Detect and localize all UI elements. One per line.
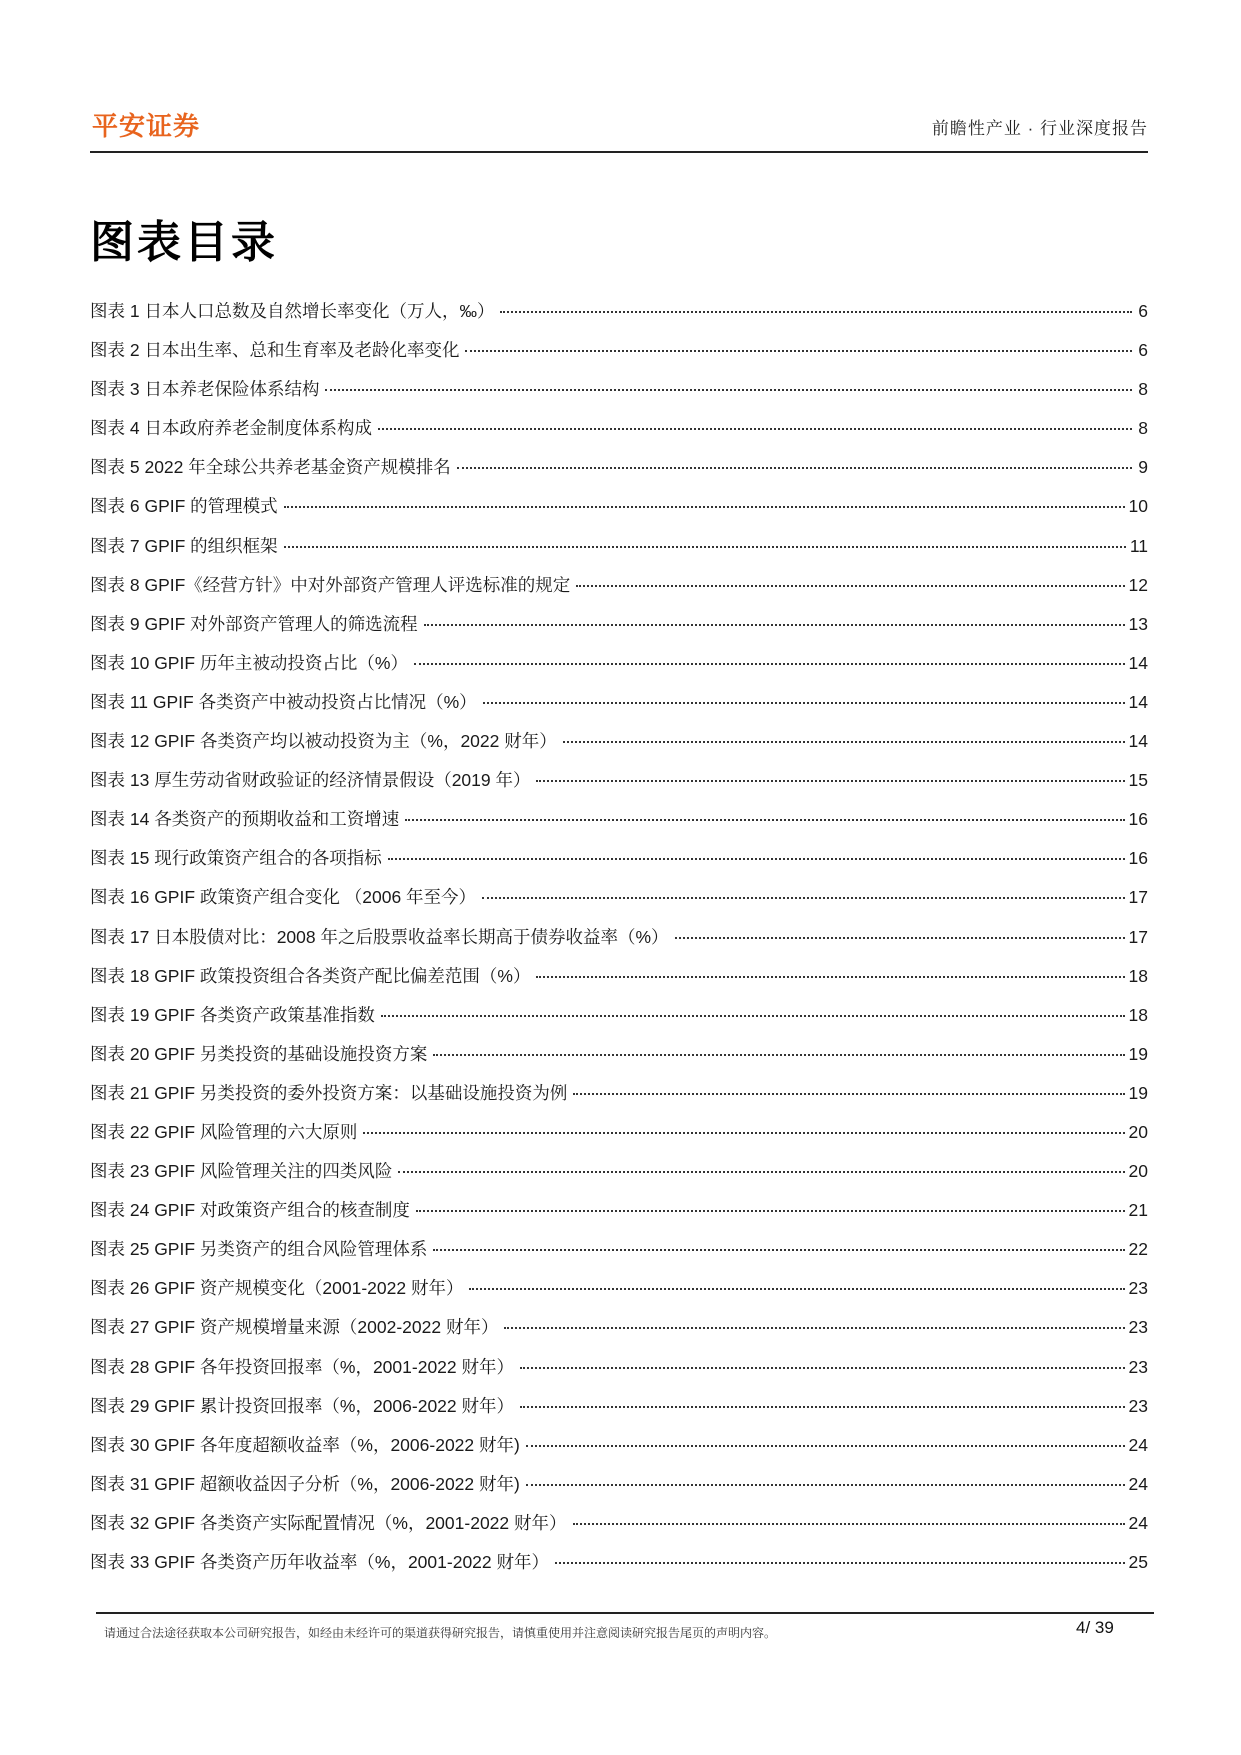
toc-entry[interactable] (90, 1236, 1148, 1275)
toc-entry-label[interactable]: 图表 26 GPIF 资产规模变化（2001-2022 财年） (90, 1278, 464, 1299)
toc-entry-page-number[interactable]: 23 (1128, 1356, 1148, 1377)
toc-entry-page-number[interactable]: 15 (1128, 770, 1148, 791)
toc-entry-label[interactable]: 图表 19 GPIF 各类资产政策基准指数 (90, 1004, 375, 1025)
toc-entry-page-number[interactable]: 20 (1128, 1161, 1148, 1182)
toc-entry-page-number[interactable]: 21 (1128, 1200, 1148, 1221)
toc-entry-label[interactable]: 图表 6 GPIF 的管理模式 (90, 496, 278, 517)
toc-entry-page-number[interactable]: 23 (1128, 1317, 1148, 1338)
toc-entry[interactable] (90, 767, 1148, 806)
dot-leader (536, 976, 1124, 978)
toc-entry-page-number[interactable]: 24 (1128, 1512, 1148, 1533)
toc-entry-page-number[interactable]: 19 (1128, 1043, 1148, 1064)
toc-entry-page-number[interactable]: 22 (1128, 1239, 1148, 1260)
toc-entry-label[interactable]: 图表 31 GPIF 超额收益因子分析（%，2006-2022 财年) (90, 1473, 520, 1494)
toc-entry-page-number[interactable]: 18 (1128, 1004, 1148, 1025)
toc-entry-label[interactable]: 图表 22 GPIF 风险管理的六大原则 (90, 1121, 358, 1142)
dot-leader (388, 858, 1125, 860)
toc-entry[interactable] (90, 650, 1148, 689)
header-divider (90, 151, 1148, 153)
dot-leader (457, 467, 1132, 469)
brand-logo: 平安证券 (92, 112, 201, 142)
toc-entry-page-number[interactable]: 17 (1128, 926, 1148, 947)
toc-entry-label[interactable]: 图表 18 GPIF 政策投资组合各类资产配比偏差范围（%） (90, 965, 531, 986)
toc-entry-page-number[interactable]: 8 (1138, 379, 1148, 400)
toc-entry-label[interactable]: 图表 3 日本养老保险体系结构 (90, 379, 320, 400)
toc-entry[interactable] (90, 611, 1148, 650)
toc-entry-label[interactable]: 图表 2 日本出生率、总和生育率及老龄化率变化 (90, 340, 460, 361)
toc-entry[interactable] (90, 415, 1148, 454)
toc-entry[interactable] (90, 1510, 1148, 1549)
toc-entry[interactable] (90, 1549, 1148, 1588)
toc-entry-label[interactable]: 图表 17 日本股债对比：2008 年之后股票收益率长期高于债券收益率（%） (90, 926, 669, 947)
page-number: 4/ 39 (1076, 1618, 1114, 1637)
dot-leader (414, 663, 1125, 665)
toc-entry-page-number[interactable]: 8 (1138, 418, 1148, 439)
toc-entry[interactable] (90, 572, 1148, 611)
footer-disclaimer: 请通过合法途径获取本公司研究报告，如经由未经许可的渠道获得研究报告，请慎重使用并注意阅读研究报告尾页的声明内容。 (104, 1626, 777, 1640)
toc-entry-label[interactable]: 图表 27 GPIF 资产规模增量来源（2002-2022 财年） (90, 1317, 499, 1338)
toc-entry-page-number[interactable]: 18 (1128, 965, 1148, 986)
toc-entry-page-number[interactable]: 19 (1128, 1082, 1148, 1103)
dot-leader (555, 1562, 1125, 1564)
dot-leader (381, 1015, 1125, 1017)
dot-leader (573, 1093, 1124, 1095)
dot-leader (520, 1406, 1125, 1408)
dot-leader (325, 389, 1132, 391)
toc-entry-label[interactable]: 图表 1 日本人口总数及自然增长率变化（万人，‰） (90, 301, 495, 321)
toc-entry-label[interactable]: 图表 21 GPIF 另类投资的委外投资方案：以基础设施投资为例 (90, 1082, 568, 1103)
toc-entry[interactable] (90, 1041, 1148, 1080)
toc-entry-page-number[interactable]: 20 (1128, 1121, 1148, 1142)
toc-entry-page-number[interactable]: 14 (1128, 691, 1148, 712)
toc-entry[interactable] (90, 924, 1148, 963)
page-title: 图表目录 (90, 217, 278, 268)
dot-leader (405, 819, 1124, 821)
toc-entry-label[interactable]: 图表 29 GPIF 累计投资回报率（%，2006-2022 财年） (90, 1395, 514, 1416)
toc-entry-page-number[interactable]: 6 (1138, 301, 1148, 321)
dot-leader (378, 428, 1132, 430)
toc-entry[interactable] (90, 1432, 1148, 1471)
toc-entry-label[interactable]: 图表 7 GPIF 的组织框架 (90, 535, 278, 556)
toc-entry[interactable] (90, 1275, 1148, 1314)
toc-entry-page-number[interactable]: 17 (1128, 887, 1148, 908)
dot-leader (576, 585, 1124, 587)
toc-entry-label[interactable]: 图表 32 GPIF 各类资产实际配置情况（%，2001-2022 财年） (90, 1512, 567, 1533)
toc-entry-page-number[interactable]: 13 (1128, 613, 1148, 634)
toc-entry[interactable] (90, 337, 1148, 376)
toc-entry-label[interactable]: 图表 8 GPIF《经营方针》中对外部资产管理人评选标准的规定 (90, 574, 571, 595)
toc-entry[interactable] (90, 728, 1148, 767)
toc-entry[interactable] (90, 1354, 1148, 1393)
dot-leader (526, 1484, 1125, 1486)
toc-entry[interactable] (90, 454, 1148, 493)
toc-entry-label[interactable]: 图表 20 GPIF 另类投资的基础设施投资方案 (90, 1043, 428, 1064)
toc-entry-page-number[interactable]: 23 (1128, 1395, 1148, 1416)
toc-entry-page-number[interactable]: 12 (1128, 574, 1148, 595)
dot-leader (573, 1523, 1125, 1525)
dot-leader (504, 1327, 1124, 1329)
dot-leader (675, 937, 1125, 939)
footer-divider (96, 1612, 1154, 1614)
dot-leader (526, 1445, 1125, 1447)
toc-entry-label[interactable]: 图表 10 GPIF 历年主被动投资占比（%） (90, 652, 408, 673)
figure-table-of-contents (90, 298, 1148, 1588)
dot-leader (284, 546, 1126, 548)
dot-leader (563, 741, 1125, 743)
toc-entry-label[interactable]: 图表 9 GPIF 对外部资产管理人的筛选流程 (90, 613, 418, 634)
toc-entry-label[interactable]: 图表 28 GPIF 各年投资回报率（%，2001-2022 财年） (90, 1356, 514, 1377)
dot-leader (433, 1249, 1124, 1251)
toc-entry[interactable] (90, 1119, 1148, 1158)
dot-leader (500, 311, 1132, 313)
toc-entry[interactable] (90, 1080, 1148, 1119)
toc-entry-page-number[interactable]: 25 (1128, 1552, 1148, 1572)
dot-leader (433, 1054, 1124, 1056)
report-type-label: 前瞻性产业 · 行业深度报告 (931, 119, 1148, 138)
toc-entry-page-number[interactable]: 6 (1138, 340, 1148, 361)
toc-entry-label[interactable]: 图表 11 GPIF 各类资产中被动投资占比情况（%） (90, 691, 477, 712)
page-header (90, 100, 1148, 152)
toc-entry-page-number[interactable]: 11 (1129, 535, 1148, 556)
toc-entry-page-number[interactable]: 14 (1128, 731, 1148, 752)
toc-entry[interactable] (90, 1471, 1148, 1510)
dot-leader (363, 1132, 1124, 1134)
toc-entry[interactable] (90, 533, 1148, 572)
toc-entry-label[interactable]: 图表 5 2022 年全球公共养老基金资产规模排名 (90, 457, 451, 478)
toc-entry-label[interactable]: 图表 16 GPIF 政策资产组合变化 （2006 年至今） (90, 887, 477, 908)
toc-entry-label[interactable]: 图表 13 厚生劳动省财政验证的经济情景假设（2019 年） (90, 770, 531, 791)
toc-entry[interactable] (90, 493, 1148, 532)
dot-leader (416, 1210, 1125, 1212)
toc-entry-label[interactable]: 图表 15 现行政策资产组合的各项指标 (90, 848, 382, 869)
dot-leader (424, 624, 1125, 626)
toc-entry-page-number[interactable]: 24 (1128, 1434, 1148, 1455)
toc-entry-label[interactable]: 图表 12 GPIF 各类资产均以被动投资为主（%，2022 财年） (90, 731, 557, 752)
toc-entry-page-number[interactable]: 14 (1128, 652, 1148, 673)
toc-entry[interactable] (90, 689, 1148, 728)
dot-leader (483, 702, 1125, 704)
toc-entry-label[interactable]: 图表 25 GPIF 另类资产的组合风险管理体系 (90, 1239, 428, 1260)
dot-leader (465, 350, 1132, 352)
toc-entry-label[interactable]: 图表 33 GPIF 各类资产历年收益率（%，2001-2022 财年） (90, 1552, 549, 1572)
toc-entry[interactable] (90, 806, 1148, 845)
dot-leader (284, 506, 1125, 508)
dot-leader (482, 897, 1124, 899)
toc-entry[interactable] (90, 1002, 1148, 1041)
toc-entry[interactable] (90, 376, 1148, 415)
toc-entry-label[interactable]: 图表 23 GPIF 风险管理关注的四类风险 (90, 1161, 393, 1182)
toc-entry-page-number[interactable]: 16 (1128, 809, 1148, 830)
toc-entry-page-number[interactable]: 24 (1128, 1473, 1148, 1494)
toc-entry[interactable] (90, 1393, 1148, 1432)
toc-entry[interactable] (90, 845, 1148, 884)
toc-entry-page-number[interactable]: 10 (1128, 496, 1148, 517)
toc-entry[interactable] (90, 1197, 1148, 1236)
dot-leader (469, 1288, 1124, 1290)
toc-entry[interactable] (90, 298, 1148, 337)
toc-entry-page-number[interactable]: 9 (1138, 457, 1148, 478)
dot-leader (520, 1367, 1125, 1369)
toc-entry-label[interactable]: 图表 4 日本政府养老金制度体系构成 (90, 418, 372, 439)
toc-entry-label[interactable]: 图表 24 GPIF 对政策资产组合的核查制度 (90, 1200, 410, 1221)
toc-entry-page-number[interactable]: 23 (1128, 1278, 1148, 1299)
dot-leader (398, 1171, 1124, 1173)
toc-entry[interactable] (90, 884, 1148, 923)
toc-entry[interactable] (90, 963, 1148, 1002)
dot-leader (536, 780, 1124, 782)
toc-entry[interactable] (90, 1158, 1148, 1197)
toc-entry-label[interactable]: 图表 30 GPIF 各年度超额收益率（%，2006-2022 财年) (90, 1434, 520, 1455)
toc-entry-page-number[interactable]: 16 (1128, 848, 1148, 869)
toc-entry-label[interactable]: 图表 14 各类资产的预期收益和工资增速 (90, 809, 400, 830)
toc-entry[interactable] (90, 1314, 1148, 1353)
